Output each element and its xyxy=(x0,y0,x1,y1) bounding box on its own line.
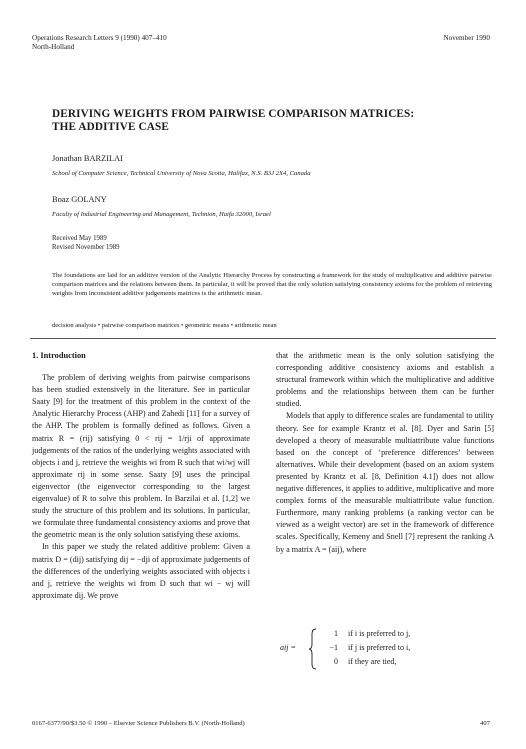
issue-date: November 1990 xyxy=(443,34,490,42)
author-affiliation: Faculty of Industrial Engineering and Management, Technion, Haifa 32000, Israel xyxy=(52,211,271,218)
page-number: 407 xyxy=(480,720,490,727)
right-column xyxy=(276,350,494,556)
case-value: 1 xyxy=(334,629,338,638)
left-brace-icon xyxy=(308,628,318,670)
author-name: Jonathan BARZILAI xyxy=(52,154,123,163)
case-condition: if i is preferred to j, xyxy=(348,629,411,638)
publisher: North-Holland xyxy=(32,43,75,51)
received-date: Received May 1989 xyxy=(52,235,107,242)
author-name: Boaz GOLANY xyxy=(52,195,107,204)
equation-lhs: aij = xyxy=(280,643,296,652)
case-value: −1 xyxy=(329,643,338,652)
author-affiliation: School of Computer Science, Technical University of Nova Scotia, Halifax, N.S. B3J 2X4, Canada xyxy=(52,170,311,177)
section-heading: 1. Introduction xyxy=(32,351,86,360)
revised-date: Revised November 1989 xyxy=(52,244,120,251)
paragraph: Models that apply to difference scales are fundamental to utility theory. See for example Krantz et al. [8]. Dyer and Sarin [5] developed a theory of measurable multiattribute value functions based on the concept of ‘preference differences’ between alternatives. While their development (based on an axiom system presented by Krantz et al. [8, Definition 4.1]) does not allow negative differences, it applies to additive, multiplicative and more complex forms of the measurable multiattribute value function. Furthermore, many ranking problems (a ranking vector can be viewed as a weight vector) are set in the framework of difference scales. Specifically, Kemeny and Snell [7] represent the ranking A by a matrix A = (aij), where xyxy=(276,411,494,554)
paper-title xyxy=(52,108,482,134)
paragraph: that the arithmetic mean is the only solution satisfying the corresponding additive consistency axioms and establish a structural framework within which the multiplicative and additive problems and the relationships between them can be further studied. xyxy=(276,351,494,409)
journal-header xyxy=(32,34,167,52)
paragraph: In this paper we study the related additive problem: Given a matrix D = (dij) satisfying dij = −dji of approximate judgements of the differences of the underlying weights associated with objects i and j, retrieve the weights wi from D such that wi − wj will approximate dij. We prove xyxy=(32,542,250,600)
case-value: 0 xyxy=(334,657,338,666)
case-condition: if j is preferred to i, xyxy=(348,643,411,652)
copyright-footer: 0167-6377/90/$3.50 © 1990 – Elsevier Science Publishers B.V. (North-Holland) xyxy=(32,720,245,727)
left-column xyxy=(32,350,250,602)
paragraph: The problem of deriving weights from pairwise comparisons has been studied extensively in the literature. See in particular Saaty [9] for the treatment of this problem in the context of the Analytic Hierarchy Process (AHP) and Zahedi [11] for a survey of the AHP. The problem is formally defined as follows. Given a matrix R = (rij) satisfying 0 < rij = 1/rji of approximate judgements of the ratios of the underlying weights associated with objects i and j, retrieve the weights wi from R such that wi/wj will approximate rij in some sense. Saaty [9] uses the principal eigenvector (the eigenvector corresponding to the largest eigenvalue) of R to solve this problem. In Barzilai et al. [1,2] we study the structure of this problem and its solutions. In particular, we formulate three fundamental consistency axioms and prove that the geometric mean is the only solution satisfying these axioms. xyxy=(32,373,250,540)
title-line-1: DERIVING WEIGHTS FROM PAIRWISE COMPARISON MATRICES: xyxy=(52,108,415,120)
journal-citation: Operations Research Letters 9 (1990) 407–410 xyxy=(32,34,167,42)
title-line-2: THE ADDITIVE CASE xyxy=(52,121,169,133)
keywords: decision analysis • pairwise comparison matrices • geometric means • arithmetic mean xyxy=(52,322,277,329)
equation-cases xyxy=(280,628,495,670)
case-condition: if they are tied, xyxy=(348,657,397,666)
abstract: The foundations are laid for an additive version of the Analytic Hierarchy Process by constructing a framework for the study of multiplicative and additive pairwise comparison matrices and the relations between them. In particular, it will be proved that the only solution satisfying consistency axioms for the problem of retrieving weights from inconsistent additive judgements matrices is the arithmetic mean. xyxy=(52,272,492,298)
received-dates xyxy=(52,234,120,252)
separator-line xyxy=(30,338,496,339)
